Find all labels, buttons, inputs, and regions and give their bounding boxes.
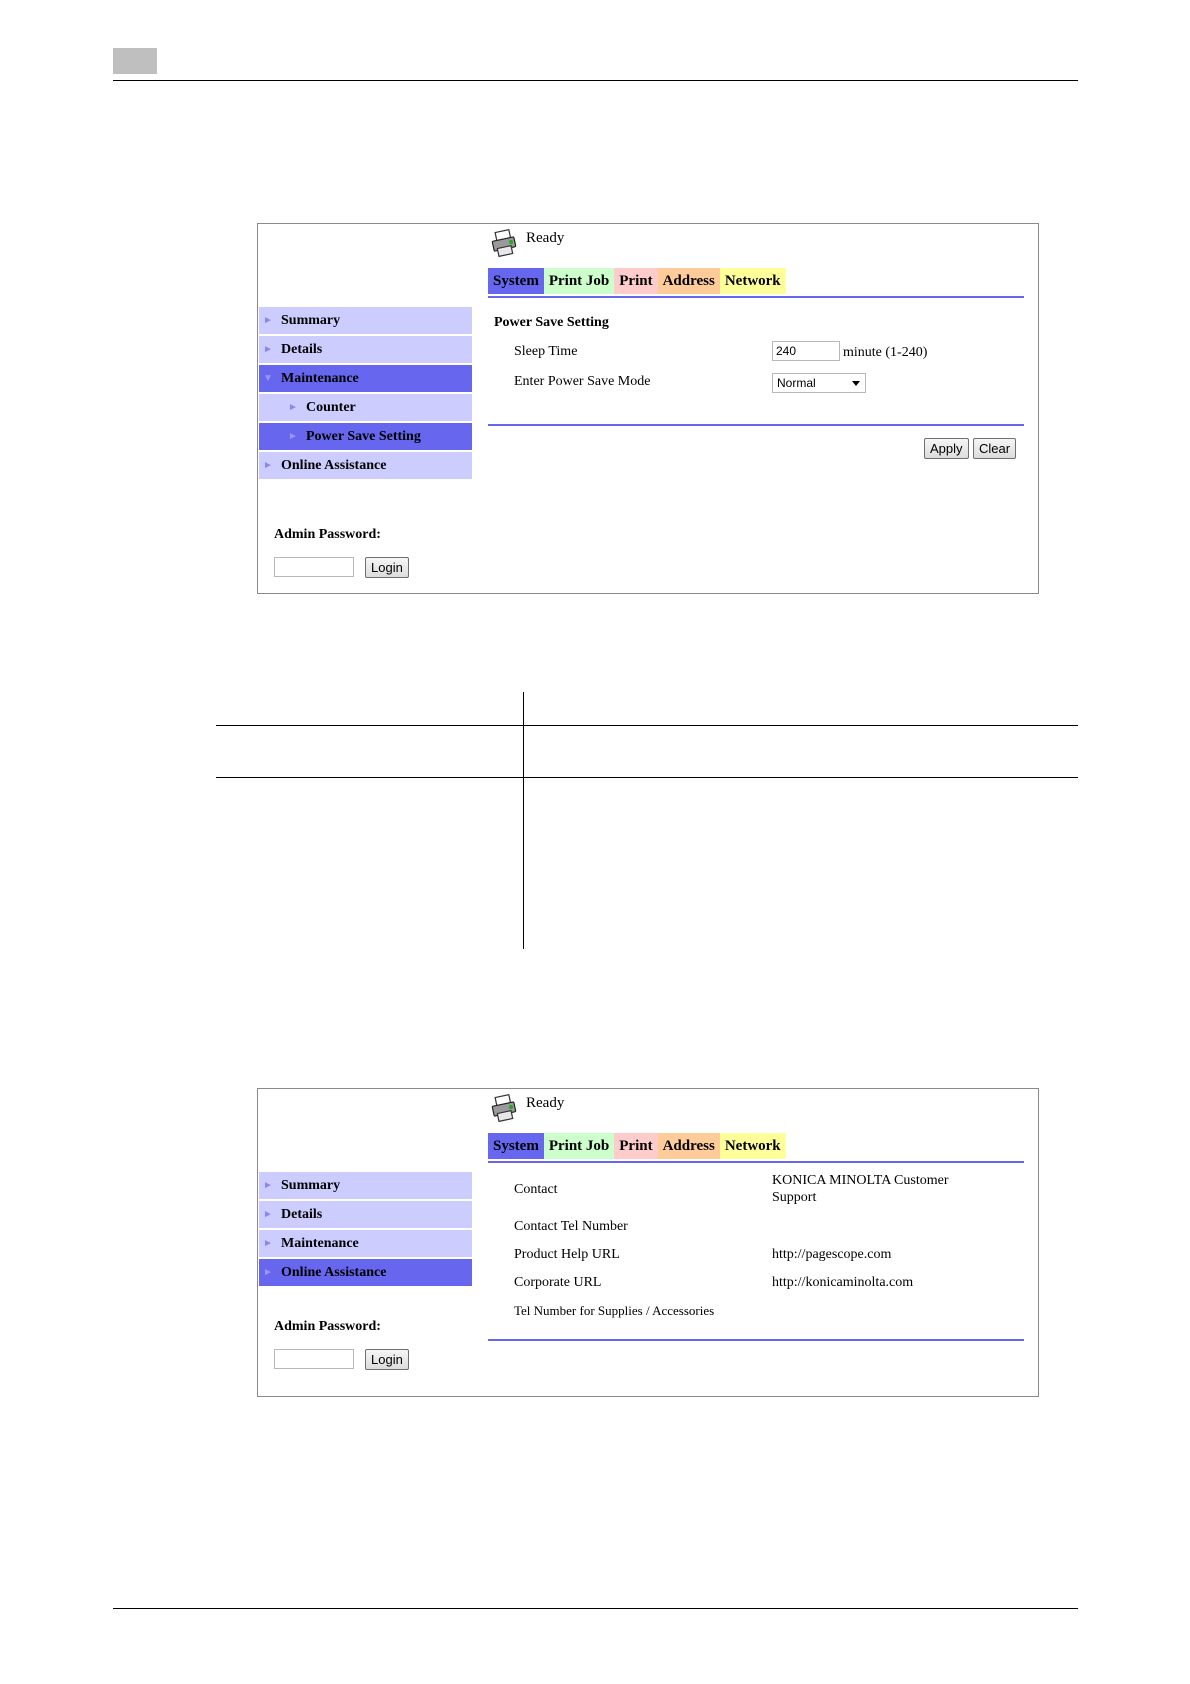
- footer-rule: [113, 1608, 1078, 1609]
- sleep-time-input[interactable]: 240: [772, 341, 840, 361]
- section-title: Power Save Setting: [494, 315, 609, 330]
- chevron-down-icon: [852, 381, 860, 386]
- triangle-arrow-icon: ►: [263, 1209, 273, 1220]
- triangle-arrow-icon: ►: [263, 460, 273, 471]
- content-divider: [488, 424, 1024, 426]
- contact-value-line2: Support: [772, 1190, 817, 1205]
- contact-label: Contact: [514, 1182, 558, 1197]
- sidebar-item-counter[interactable]: [259, 394, 472, 421]
- sidebar-item-label: Summary: [281, 313, 341, 328]
- sidebar-item-label: Summary: [281, 1178, 341, 1193]
- triangle-arrow-icon: ►: [288, 402, 298, 413]
- content-divider: [488, 1339, 1024, 1341]
- sleep-time-label: Sleep Time: [514, 344, 578, 359]
- sidebar-nav: [259, 307, 472, 481]
- triangle-arrow-icon: ►: [263, 315, 273, 326]
- product-help-url-link[interactable]: http://pagescope.com: [772, 1247, 892, 1262]
- contact-value-line1: KONICA MINOLTA Customer: [772, 1173, 949, 1188]
- sidebar-item-details[interactable]: [259, 1201, 472, 1228]
- tab-print[interactable]: Print: [614, 268, 657, 294]
- table-row-divider: [216, 725, 1078, 726]
- triangle-arrow-icon: ►: [263, 1180, 273, 1191]
- page-header-marker: [113, 48, 157, 74]
- status-text: Ready: [526, 230, 565, 246]
- sidebar-item-label: Maintenance: [281, 371, 359, 386]
- tab-bar: [488, 268, 786, 294]
- sidebar-item-summary[interactable]: [259, 1172, 472, 1199]
- sidebar-item-label: Online Assistance: [281, 458, 387, 473]
- table-column-divider: [523, 692, 524, 949]
- tab-print-job[interactable]: Print Job: [544, 268, 614, 294]
- screenshot-power-save-setting: [257, 223, 1039, 594]
- screenshot-online-assistance: [257, 1088, 1039, 1397]
- sidebar-item-details[interactable]: [259, 336, 472, 363]
- admin-password-input[interactable]: [274, 557, 354, 577]
- corporate-url-label: Corporate URL: [514, 1275, 602, 1290]
- header-rule: [113, 80, 1078, 81]
- power-save-mode-label: Enter Power Save Mode: [514, 374, 651, 389]
- sidebar-item-maintenance[interactable]: [259, 365, 472, 392]
- tab-network[interactable]: Network: [720, 268, 786, 294]
- sidebar-item-online-assistance[interactable]: [259, 452, 472, 479]
- printer-icon: [490, 1093, 520, 1123]
- power-save-mode-value: Normal: [777, 376, 816, 390]
- triangle-arrow-icon: ►: [263, 1267, 273, 1278]
- admin-password-label: Admin Password:: [274, 527, 381, 542]
- tab-print[interactable]: Print: [614, 1133, 657, 1159]
- sidebar-item-label: Online Assistance: [281, 1265, 387, 1280]
- sidebar-item-power-save-setting[interactable]: [259, 423, 472, 450]
- sidebar-item-maintenance[interactable]: [259, 1230, 472, 1257]
- tab-address[interactable]: Address: [658, 268, 720, 294]
- tab-address[interactable]: Address: [658, 1133, 720, 1159]
- admin-password-label: Admin Password:: [274, 1319, 381, 1334]
- printer-icon: [490, 228, 520, 258]
- sidebar-item-online-assistance[interactable]: [259, 1259, 472, 1286]
- triangle-arrow-icon: ►: [288, 431, 298, 442]
- sidebar-item-summary[interactable]: [259, 307, 472, 334]
- corporate-url-link[interactable]: http://konicaminolta.com: [772, 1275, 914, 1290]
- sidebar-item-label: Maintenance: [281, 1236, 359, 1251]
- sleep-time-unit: minute (1-240): [843, 345, 928, 360]
- triangle-arrow-icon: ►: [263, 1238, 273, 1249]
- power-save-mode-select[interactable]: [772, 373, 866, 393]
- table-row-divider: [216, 777, 1078, 778]
- apply-button[interactable]: Apply: [924, 438, 969, 459]
- tab-underline: [488, 1161, 1024, 1163]
- sidebar-item-label: Counter: [306, 400, 356, 415]
- sidebar-item-label: Details: [281, 342, 323, 357]
- tab-system[interactable]: System: [488, 1133, 544, 1159]
- login-button[interactable]: Login: [365, 557, 409, 578]
- triangle-arrow-icon: ►: [263, 344, 273, 355]
- clear-button[interactable]: Clear: [973, 438, 1016, 459]
- tab-print-job[interactable]: Print Job: [544, 1133, 614, 1159]
- tab-network[interactable]: Network: [720, 1133, 786, 1159]
- status-text: Ready: [526, 1095, 565, 1111]
- sidebar-item-label: Power Save Setting: [306, 429, 421, 444]
- login-button[interactable]: Login: [365, 1349, 409, 1370]
- tab-system[interactable]: System: [488, 268, 544, 294]
- tab-bar: [488, 1133, 786, 1159]
- admin-password-input[interactable]: [274, 1349, 354, 1369]
- product-help-url-label: Product Help URL: [514, 1247, 620, 1262]
- sidebar-item-label: Details: [281, 1207, 323, 1222]
- contact-tel-number-label: Contact Tel Number: [514, 1219, 628, 1234]
- triangle-down-icon: ▼: [263, 373, 273, 384]
- supplies-tel-number-label: Tel Number for Supplies / Accessories: [514, 1303, 715, 1318]
- tab-underline: [488, 296, 1024, 298]
- sidebar-nav: [259, 1172, 472, 1288]
